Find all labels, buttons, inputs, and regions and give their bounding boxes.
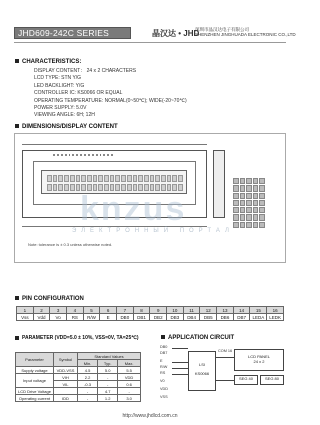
bullet-square-icon bbox=[15, 296, 19, 300]
controller-box: LSI KS0066 bbox=[188, 351, 216, 391]
table-row: LCD Drive Voltage - 4.7 - bbox=[16, 388, 141, 395]
company-logo: 晶汉达 • JHD bbox=[152, 29, 200, 38]
pin-name-row: Vss Vdd Vo RS R/W E DB0 DB1 DB2 DB3 DB4 DB5 DB6 DB7 LEDA LEDK bbox=[17, 314, 284, 321]
characteristic-item: VIEWING ANGLE: 6H; 12H bbox=[34, 112, 95, 119]
characteristic-item: DISPLAY CONTENT： 24 x 2 CHARACTERS bbox=[34, 68, 137, 74]
footer-url: http://www.jhdlcd.com.cn bbox=[122, 413, 178, 419]
segment-driver-box-2: SEG 80 bbox=[260, 375, 284, 385]
characteristics-list bbox=[34, 68, 187, 120]
table-row: Input voltage VIH 2.2 - VDD bbox=[16, 374, 141, 381]
lcd-panel-box: LCD PANEL 24 x 2 bbox=[234, 349, 284, 371]
application-circuit-heading: APPLICATION CIRCUIT bbox=[161, 335, 234, 341]
characteristic-item: OPERATING TEMPERATURE: NORMAL(0~50℃); WIDE(-20~70℃) bbox=[34, 97, 187, 104]
pin-configuration-table bbox=[16, 306, 284, 321]
parameter-heading: PARAMETER (VDD=5.0 ± 10%, VSS=0V, TA=25℃) bbox=[15, 335, 139, 341]
table-row: Supply voltage VDD-VSS 4.5 5.0 5.5 bbox=[16, 367, 141, 374]
pin-number-row: 1 2 3 4 5 6 7 8 9 10 11 12 13 14 15 16 bbox=[17, 307, 284, 314]
segment-driver-box: SEG 40 bbox=[234, 375, 258, 385]
tolerance-note: Note: tolerance is ± 0.3 unless otherwise noted. bbox=[28, 242, 113, 247]
company-name bbox=[195, 27, 296, 37]
table-row: VIL -0.3 - 0.6 bbox=[16, 381, 141, 388]
bullet-square-icon bbox=[15, 124, 19, 128]
characteristic-item: POWER SUPPLY: 5.0V bbox=[34, 105, 87, 112]
bullet-square-icon bbox=[15, 59, 19, 63]
characteristics-heading: CHARACTERISTICS: bbox=[15, 59, 81, 65]
table-row: Operating current IDD - 1.2 3.0 bbox=[16, 395, 141, 402]
character-dot-matrix bbox=[233, 178, 265, 228]
header-divider bbox=[14, 42, 286, 43]
series-title-bar bbox=[14, 27, 131, 39]
application-circuit-diagram: DB0 DB7 E R/W RS V0 VDD VSS LSI KS0066 COM 16 LCD PANEL 24 x 2 SEG 40 SEG 80 bbox=[160, 343, 290, 408]
watermark-subtext: ЭЛЕКТРОННЫЙ ПОРТАЛ bbox=[72, 228, 234, 234]
characteristic-item: LED BACKLIGHT: Y/G bbox=[34, 82, 85, 89]
dimensions-heading: DIMENSIONS/DISPLAY CONTENT bbox=[15, 124, 118, 130]
pin-configuration-heading: PIN CONFIGURATION bbox=[15, 296, 84, 302]
char-row-1 bbox=[47, 175, 183, 182]
watermark: knzus bbox=[80, 190, 187, 228]
company-name-cn: 深圳市晶汉达电子有限公司 bbox=[195, 27, 249, 32]
series-title: JHD609-242C SERIES bbox=[18, 28, 109, 38]
bullet-square-icon bbox=[161, 335, 165, 339]
parameter-table: Parameter Symbol Standard Values Min. Typ. Max. Supply voltage VDD-VSS 4.5 5.0 5.5 Input voltage VIH 2.2 - VDD VIL -0.3 - 0.6 LCD Drive Voltage - 4.7 - Operating current IDD - 1.2 3.0 bbox=[15, 352, 141, 402]
dimension-line bbox=[22, 144, 207, 145]
pin-holes bbox=[53, 154, 113, 157]
bullet-square-icon bbox=[15, 336, 19, 340]
company-name-en: SHENZHEN JINGHUADA ELECTRONIC CO.,LTD bbox=[195, 32, 296, 37]
side-view-drawing bbox=[213, 150, 225, 218]
characteristic-item: LCD TYPE: STN Y/G bbox=[34, 75, 82, 82]
characteristic-item: CONTROLLER IC: KS0066 OR EQUAL bbox=[34, 90, 123, 97]
